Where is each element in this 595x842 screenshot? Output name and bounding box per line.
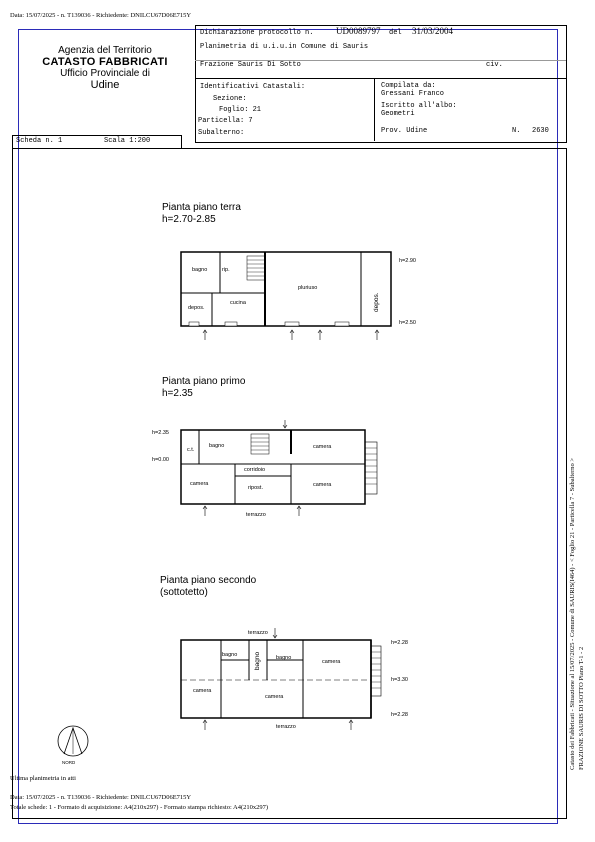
second-room-camera-2: camera <box>193 688 212 694</box>
ultima-planimetria: Ultima planimetria in atti <box>10 775 76 782</box>
second-title-line2: (sottotetto) <box>160 587 208 598</box>
n-number: 2630 <box>532 127 549 135</box>
ground-title-line2: h=2.70-2.85 <box>162 214 216 225</box>
scheda-label: Scheda n. 1 <box>16 137 63 145</box>
header-info-line: Data: 15/07/2025 - n. T139036 - Richiedente: DNILCU67D06E715Y <box>10 12 192 19</box>
ground-room-rip: rip. <box>222 267 230 273</box>
first-height-1: h=2.35 <box>152 430 169 436</box>
second-room-terrazzo-top: terrazzo <box>248 630 268 636</box>
north-arrow-icon <box>56 724 90 764</box>
first-room-camera-1: camera <box>313 444 332 450</box>
ground-room-depos2: depos. <box>373 292 380 312</box>
second-room-terrazzo-bottom: terrazzo <box>276 724 296 730</box>
first-room-camera-2: camera <box>190 481 209 487</box>
ground-floor-title <box>162 202 241 226</box>
second-title-line1: Pianta piano secondo <box>160 575 257 586</box>
catasto-title: CATASTO FABBRICATI <box>42 56 168 68</box>
compilata-name: Gressani Franco <box>381 90 445 98</box>
first-room-camera-3: camera <box>313 482 332 488</box>
north-label: NORD <box>62 760 76 765</box>
first-height-2: h=0.00 <box>152 457 169 463</box>
protocol-date: 31/03/2004 <box>412 26 454 36</box>
ground-room-pluriuso: pluriuso <box>298 285 318 291</box>
albo-value: Geometri <box>381 110 415 118</box>
second-room-bagno-1: bagno <box>222 652 238 658</box>
n-label: N. <box>512 127 521 135</box>
identificativi-title: Identificativi Catastali: <box>200 83 306 91</box>
first-floor-plan <box>175 420 395 525</box>
second-height-1: h=2.28 <box>391 640 408 646</box>
side-info-line1: Catasto dei Fabbricati - Situazione al 15/07/2025 - Comune di SAURIS(I464) - < Foglio 21 - Particella 7 - Subalterno > <box>569 457 576 770</box>
particella-label: Particella: 7 <box>198 117 253 125</box>
prov-label: Prov. Udine <box>381 127 428 135</box>
footer-info-line1: Data: 15/07/2025 - n. T139036 - Richiedente: DNILCU67D06E715Y <box>10 794 192 801</box>
foglio-label: Foglio: 21 <box>219 106 262 114</box>
compilata-title: Compilata da: <box>381 82 436 90</box>
agency-block <box>30 45 180 91</box>
second-room-camera-1: camera <box>322 659 341 665</box>
first-title-line1: Pianta piano primo <box>162 376 246 387</box>
sezione-label: Sezione: <box>213 95 247 103</box>
first-room-corridoio: corridoio <box>244 467 266 473</box>
side-info-line2: FRAZIONE SAURIS DI SOTTO Piano T-1 - 2 <box>578 646 585 770</box>
ground-title-line1: Pianta piano terra <box>162 202 241 213</box>
second-floor-title <box>160 575 256 599</box>
protocol-number: UD0089797 <box>336 26 381 36</box>
first-room-ripost: ripost. <box>248 485 263 491</box>
second-room-camera-3: camera <box>265 694 284 700</box>
ground-room-cucina: cucina <box>230 300 246 306</box>
ground-room-depos1: depos. <box>188 305 205 311</box>
subalterno-label: Subalterno: <box>198 129 245 137</box>
first-title-line2: h=2.35 <box>162 388 193 399</box>
ground-height-top: h=2.90 <box>399 258 416 264</box>
protocol-label: Dichiarazione protocollo n. <box>200 29 314 37</box>
first-room-bagno: bagno <box>209 443 225 449</box>
agency-name: Agenzia del Territorio <box>58 45 152 56</box>
second-room-bagno-3: bagno <box>276 655 292 661</box>
second-height-2: h=3.30 <box>391 677 408 683</box>
ground-room-bagno: bagno <box>192 267 208 273</box>
first-room-ct: c.t. <box>187 447 195 453</box>
second-floor-plan <box>175 620 395 735</box>
ufficio-label: Ufficio Provinciale di <box>60 68 150 79</box>
ufficio-city: Udine <box>90 79 120 91</box>
second-height-3: h=2.28 <box>391 712 408 718</box>
iscritto-label: Iscritto all'albo: <box>381 102 457 110</box>
first-room-terrazzo: terrazzo <box>246 512 266 518</box>
planimetria-text: Planimetria di u.i.u.in Comune di Sauris <box>200 43 369 51</box>
scala-label: Scala 1:200 <box>104 137 151 145</box>
ground-height-bottom: h=2.50 <box>399 320 416 326</box>
footer-info-line2: Totale schede: 1 - Formato di acquisizione: A4(210x297) - Formato stampa richiesto: A4(210x297) <box>10 804 269 811</box>
second-room-bagno-2: bagno <box>254 651 261 670</box>
first-floor-title <box>162 376 245 400</box>
civ-text: civ. <box>486 61 503 69</box>
frazione-text: Frazione Sauris Di Sotto <box>200 61 301 69</box>
protocol-del: del <box>389 29 402 37</box>
